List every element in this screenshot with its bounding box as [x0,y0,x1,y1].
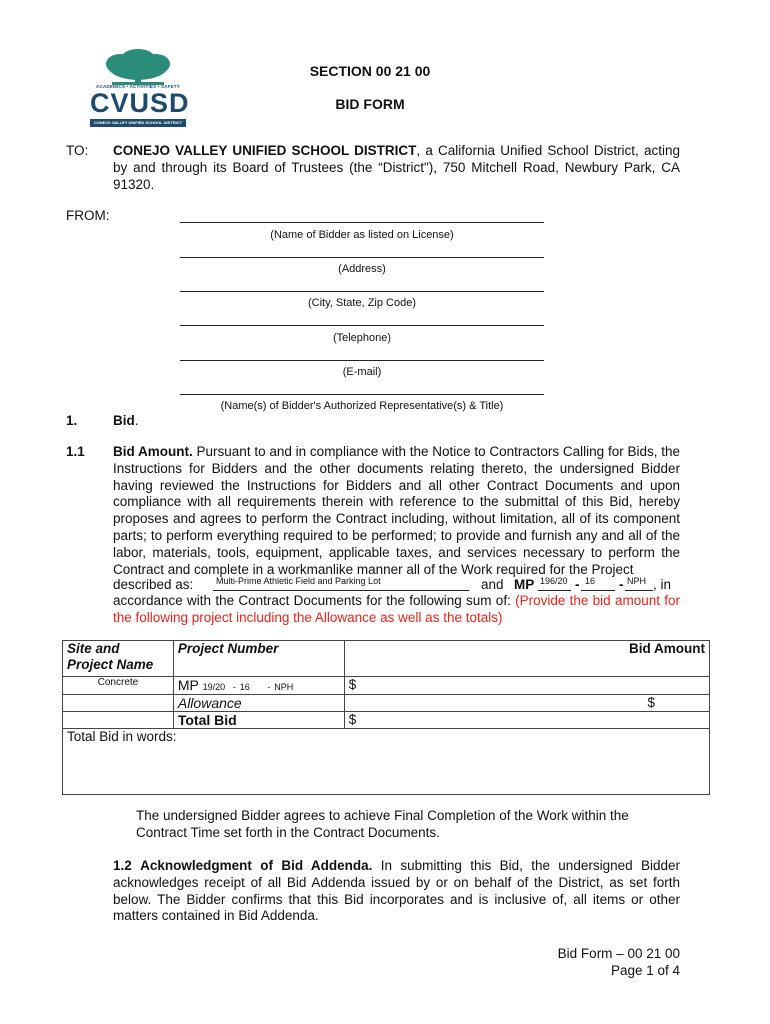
mp-code-value: NPH [627,576,647,586]
district-name: CONEJO VALLEY UNIFIED SCHOOL DISTRICT [113,143,417,158]
email-line[interactable] [180,360,544,361]
address-line[interactable] [180,257,544,258]
project-description-line[interactable] [213,590,469,591]
section-1-number: 1. [66,413,78,428]
section-1-title [113,413,139,428]
instruction-note: (Provide the bid amount for the following project including the Allowance as well as the totals) [113,593,680,625]
footer-page-number: Page 1 of 4 [610,963,680,978]
project-description-value: Multi-Prime Athletic Field and Parking Lot [216,576,381,586]
mp-year: 19/20 [202,682,226,692]
mp-dash-2: - [619,577,624,592]
footer-form-id: Bid Form – 00 21 00 [557,946,680,961]
addenda-body: In submitting this Bid, the undersigned Bidder acknowledges receipt of all Bid Addenda issued by or on behalf of the District, as set forth below. The Bidder confirms that this Bid incorporates and is inclusive of, all items or other matters contained in Bid Addenda. [113,858,680,924]
and-text: and [481,577,504,592]
telephone-line[interactable] [180,325,544,326]
bid-amount-cell[interactable] [344,677,709,695]
email-caption: (E-mail) [342,366,382,378]
district-description: , a California Unified School District, acting by and through its Board of Trustees (the “District"), 750 Mitchell Road, Newbury Park, CA 91320. [113,143,680,192]
dollar-sign: $ [348,677,357,692]
to-paragraph [113,143,680,193]
total-bid-in-words-label: Total Bid in words: [67,729,177,744]
logo-tagline: ACADEMICS • ACTIVITIES • SAFETY [96,84,180,89]
section-1-1-number: 1.1 [66,444,85,459]
address-caption: (Address) [338,263,386,275]
section-heading: SECTION 00 21 00 [309,63,431,79]
completion-paragraph: The undersigned Bidder agrees to achieve Final Completion of the Work within the Contract Time set forth in the Contract Documents. [136,808,629,840]
empty-cell [63,712,174,729]
allowance-dollar: $ [647,695,655,710]
mp-number: 16 [239,682,250,692]
logo-wordmark: CVUSD [90,88,190,118]
project-number-header: Project Number [173,641,344,677]
sum-paragraph [113,593,680,627]
form-title: BID FORM [335,96,405,112]
city-state-zip-caption: (City, State, Zip Code) [308,297,416,309]
empty-cell [63,695,174,712]
section-1-title-text: Bid [113,413,135,428]
bid-amount-paragraph [113,444,680,578]
in-text: , in [653,577,672,592]
mp-year-line[interactable] [538,590,571,591]
mp-dash-1: - [575,577,580,592]
total-dollar: $ [348,712,357,727]
total-bid-label: Total Bid [173,712,344,729]
bidder-name-line[interactable] [180,222,544,223]
logo-subtitle: CONEJO VALLEY UNIFIED SCHOOL DISTRICT [90,119,186,127]
total-bid-amount-cell[interactable] [344,712,709,729]
representative-caption: (Name(s) of Bidder's Authorized Representative(s) & Title) [220,400,504,412]
bid-amount-body: Pursuant to and in compliance with the Notice to Contractors Calling for Bids, the Instructions for Bidders and the other documents relating thereto, the undersigned Bidder having reviewed the Instructions for Bidders and all other Contract Documents and upon compliance with all requirements therein with reference to the submittal of this Bid, hereby proposes and agrees to perform the Contract including, without limitation, all of its component parts; to perform everything required to be performed; to provide and furnish any and all of the labor, materials, tools, equipment, applicable taxes, and services necessary to perform the Contract and complete in a workmanlike manner all of the Work required for the Project [113,444,681,577]
mp-code-line[interactable] [625,590,653,591]
addenda-paragraph [113,858,680,925]
dash-a: - [232,682,236,692]
bidder-name-caption: (Name of Bidder as listed on License) [270,229,454,241]
from-label: FROM: [66,208,110,223]
mp-number-line[interactable] [581,590,615,591]
project-number-cell[interactable] [173,677,344,695]
section-1-2-number: 1.2 [113,858,132,873]
mp-year-value: 196/20 [540,576,568,586]
total-bid-in-words-cell[interactable] [63,729,710,795]
dash-b: - [267,682,271,692]
city-state-zip-line[interactable] [180,291,544,292]
bid-amount-header: Bid Amount [344,641,709,677]
described-as-label: described as: [113,577,194,592]
representative-line[interactable] [180,394,544,395]
addenda-heading: Acknowledgment of Bid Addenda. [140,858,373,873]
bid-amount-heading: Bid Amount. [113,444,193,459]
to-label: TO: [66,143,89,158]
telephone-caption: (Telephone) [332,332,392,344]
mp-label: MP [514,577,535,592]
sum-text: accordance with the Contract Documents for the following sum of: [113,593,511,608]
site-name-cell[interactable]: Concrete [63,677,174,695]
bid-table [62,640,710,795]
allowance-amount-cell [344,695,709,712]
section-1-period: . [134,413,139,428]
described-as-line [113,576,680,593]
site-header: Site and Project Name [63,641,174,677]
allowance-label: Allowance [173,695,344,712]
mp-prefix: MP [177,677,199,693]
mp-number-value: 16 [585,576,596,586]
mp-code: NPH [274,682,294,692]
